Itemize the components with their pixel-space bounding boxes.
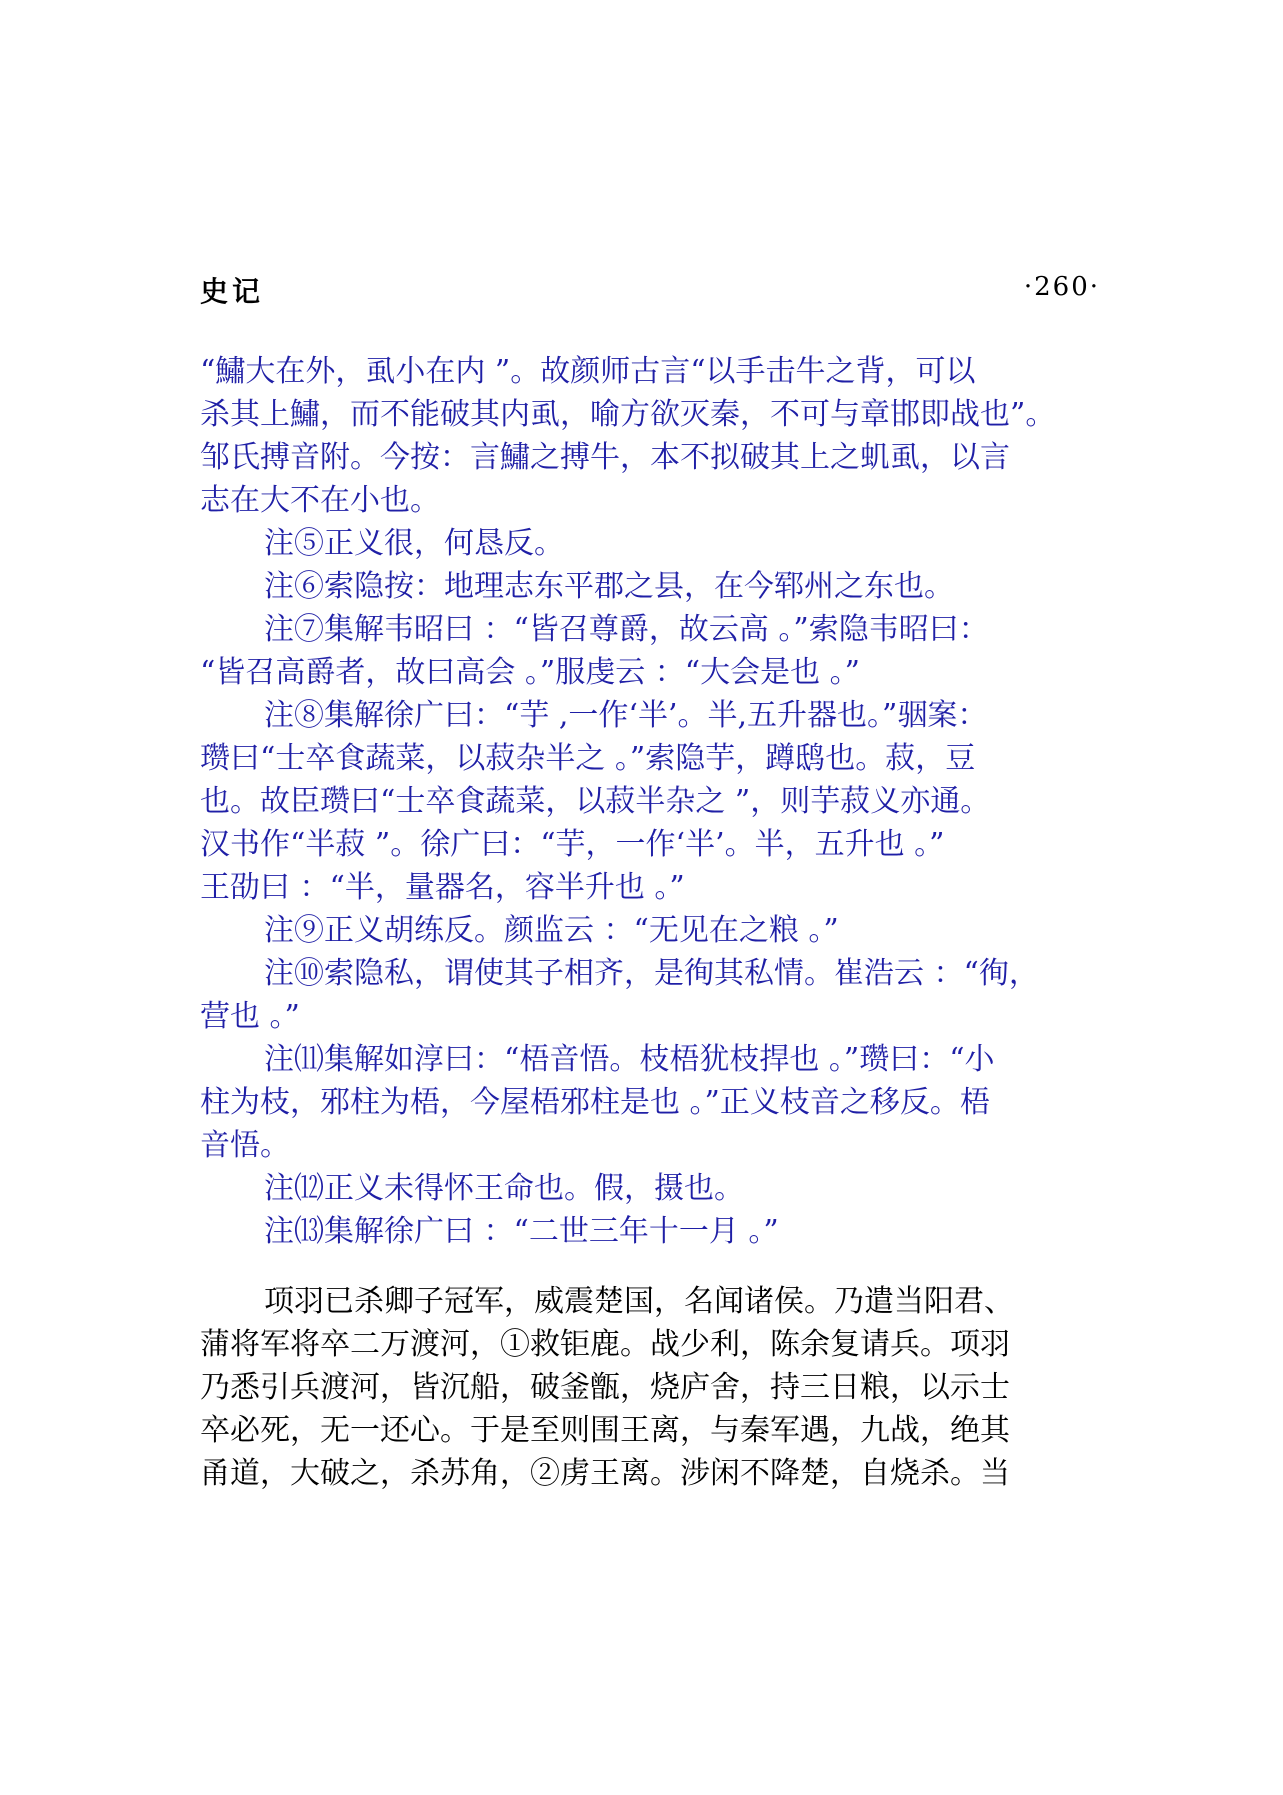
main-text-line: 蒲将军将卒二万渡河，①救钜鹿。战少利，陈余复请兵。项羽: [200, 1327, 1010, 1362]
note-line: 注⑿正义未得怀王命也。假，摄也。: [264, 1171, 744, 1206]
note-line: 音悟。: [200, 1128, 290, 1163]
annotation-notes: [200, 350, 1100, 1253]
page-header: [200, 270, 1100, 310]
note-line: 志在大不在小也。: [200, 483, 440, 518]
note-line: 营也 。”: [200, 999, 300, 1034]
note-line: 汉书作“半菽 ”。徐广曰：“芋，一作‘半’。半，五升也 。”: [200, 827, 945, 862]
main-text-line: 卒必死，无一还心。于是至则围王离，与秦军遇，九战，绝其: [200, 1413, 1010, 1448]
note-line: 柱为枝，邪柱为梧，今屋梧邪柱是也 。”正义枝音之移反。梧: [200, 1085, 990, 1120]
note-line: 注⑥索隐按：地理志东平郡之县，在今郓州之东也。: [264, 569, 954, 604]
note-line: 王劭曰 ：“半，量器名，容半升也 。”: [200, 870, 685, 905]
book-title: 史记: [200, 275, 265, 308]
main-text-line: 项羽已杀卿子冠军，威震楚国，名闻诸侯。乃遣当阳君、: [264, 1284, 1014, 1319]
note-line: 邹氏搏音附。今按：言鱐之搏牛，本不拟破其上之虮虱，以言: [200, 440, 1010, 475]
main-text-line: 甬道，大破之，杀苏角，②虏王离。涉闲不降楚，自烧杀。当: [200, 1456, 1010, 1491]
note-line: 注⑨正义胡练反。颜监云 ：“无见在之粮 。”: [264, 913, 839, 948]
note-line: 杀其上鱐，而不能破其内虱，喻方欲灭秦，不可与章邯即战也”。: [200, 397, 1056, 432]
note-line: 注⑾集解如淳曰：“梧音悟。枝梧犹枝捍也 。”瓒曰：“小: [264, 1042, 995, 1077]
note-line: 注⑩索隐私，谓使其子相齐，是徇其私情。崔浩云 ：“徇，: [264, 956, 1039, 991]
note-line: “皆召高爵者，故曰高会 。”服虔云 ：“大会是也 。”: [200, 655, 860, 690]
main-text: [200, 1280, 1100, 1495]
note-line: 注⒀集解徐广曰 ：“二世三年十一月 。”: [264, 1214, 779, 1249]
note-line: “鱐大在外，虱小在内 ”。故颜师古言“以手击牛之背，可以: [200, 354, 976, 389]
page-number: ·260·: [1023, 272, 1100, 302]
main-text-line: 乃悉引兵渡河，皆沉船，破釜甑，烧庐舍，持三日粮，以示士: [200, 1370, 1010, 1405]
note-line: 注⑧集解徐广曰：“芋 ,一作‘半’。半,五升器也。”骃案：: [264, 698, 988, 733]
note-line: 瓒曰“士卒食蔬菜，以菽杂半之 。”索隐芋，蹲鸱也。菽，豆: [200, 741, 976, 776]
note-line: 注⑦集解韦昭曰 ：“皆召尊爵，故云高 。”索隐韦昭曰：: [264, 612, 989, 647]
note-line: 注⑤正义很，何恳反。: [264, 526, 564, 561]
note-line: 也。故臣瓒曰“士卒食蔬菜，以菽半杂之 ”，则芋菽义亦通。: [200, 784, 991, 819]
